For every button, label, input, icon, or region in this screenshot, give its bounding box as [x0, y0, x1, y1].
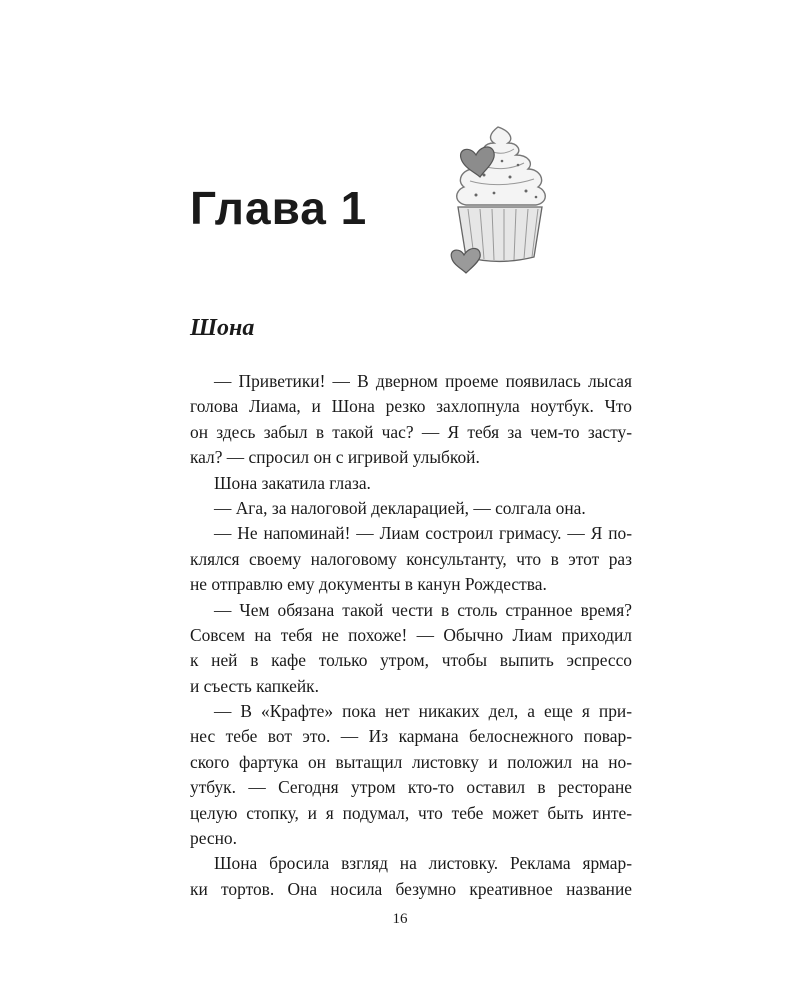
text-line: целую стопку, и я подумал, что тебе может быть инте-	[190, 802, 632, 823]
text-line: и съесть капкейк.	[190, 675, 319, 696]
text-line: к ней в кафе только утром, чтобы выпить эспрессо	[190, 650, 632, 671]
cupcake-illustration	[440, 125, 560, 285]
text-line: утбук. — Сегодня утром кто-то оставил в ресторане	[190, 777, 632, 798]
body-text	[190, 369, 632, 902]
text-line: Шона бросила взгляд на листовку. Реклама ярмар-	[214, 853, 632, 874]
text-line: кал? — спросил он с игривой улыбкой.	[190, 447, 480, 468]
text-line: ского фартука он вытащил листовку и положил на но-	[190, 751, 632, 772]
text-line: голова Лиама, и Шона резко захлопнула ноутбук. Что	[190, 396, 632, 417]
text-line: — В «Крафте» пока нет никаких дел, а еще я при-	[214, 701, 632, 722]
text-line: — Чем обязана такой чести в столь странное время?	[214, 599, 632, 620]
text-line: — Не напоминай! — Лиам состроил гримасу. — Я по-	[214, 523, 632, 544]
section-title: Шона	[190, 315, 255, 341]
text-line: нес тебе вот это. — Из кармана белоснежного повар-	[190, 726, 632, 747]
text-line: он здесь забыл в такой час? — Я тебя за чем-то засту-	[190, 421, 632, 442]
chapter-title: Глава 1	[190, 182, 368, 234]
text-line: Совсем на тебя не похоже! — Обычно Лиам приходил	[190, 624, 632, 645]
text-line: — Ага, за налоговой декларацией, — солгала она.	[214, 497, 586, 518]
text-line: не отправлю ему документы в канун Рождества.	[190, 574, 547, 595]
page-number: 16	[392, 911, 408, 927]
text-line: Шона закатила глаза.	[214, 472, 371, 493]
text-line: ки тортов. Она носила безумно креативное название	[190, 878, 632, 899]
small-heart-icon	[451, 248, 480, 273]
text-line: клялся своему налоговому консультанту, что в этот раз	[190, 548, 632, 569]
text-line: — Приветики! — В дверном проеме появилась лысая	[214, 371, 632, 391]
text-line: ресно.	[190, 828, 237, 849]
